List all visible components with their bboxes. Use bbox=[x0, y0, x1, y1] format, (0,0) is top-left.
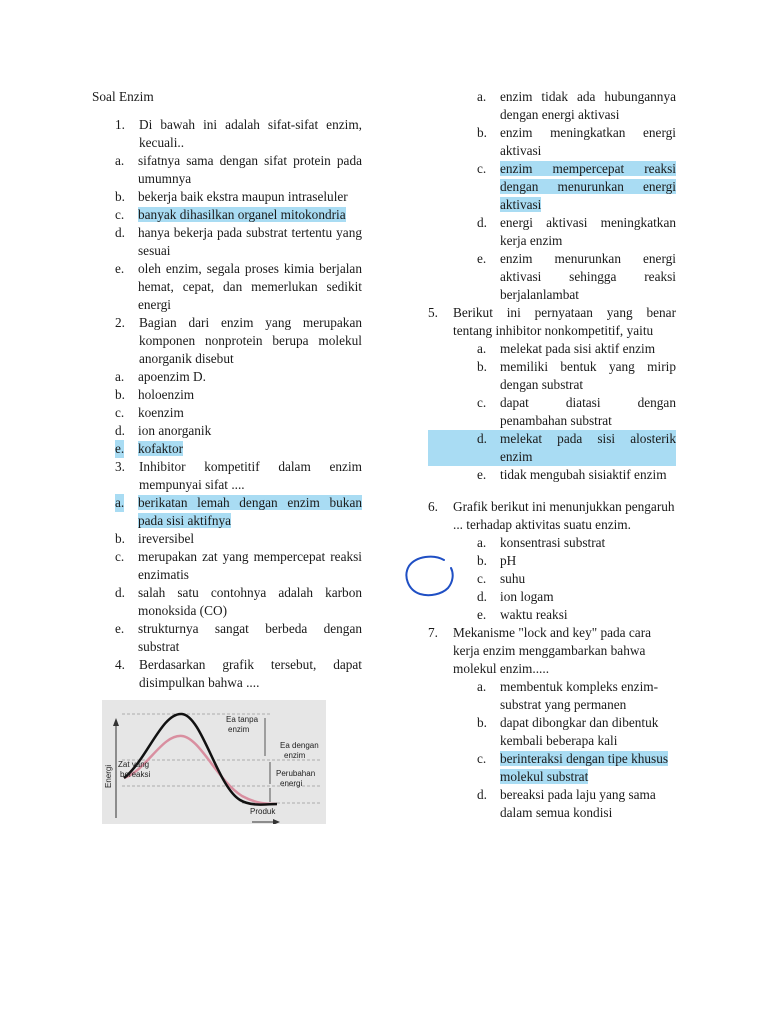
option-d[interactable] bbox=[428, 430, 676, 466]
option-letter: d. bbox=[477, 589, 487, 604]
option-text: enzim meningkatkan energi aktivasi bbox=[500, 125, 676, 158]
option-text: bekerja baik ekstra maupun intraseluler bbox=[138, 189, 348, 204]
option-text-highlighted: banyak dihasilkan organel mitokondria bbox=[138, 207, 346, 222]
option-letter: a. bbox=[115, 153, 125, 168]
option-letter: c. bbox=[477, 751, 487, 766]
question-number: 4. bbox=[115, 657, 125, 672]
option-letter: b. bbox=[477, 553, 487, 568]
option-letter: b. bbox=[477, 715, 487, 730]
question-text: Mekanisme "lock and key" pada cara kerja enzim menggambarkan bahwa molekul enzim..... bbox=[453, 625, 652, 676]
option-text: dapat diatasi dengan penambahan substrat bbox=[500, 395, 676, 428]
option-letter: a. bbox=[115, 495, 125, 510]
question-5 bbox=[428, 304, 676, 340]
label-perubahan: Perubahan bbox=[276, 769, 316, 778]
option-letter: c. bbox=[115, 207, 125, 222]
option-letter: b. bbox=[115, 531, 125, 546]
left-column bbox=[92, 88, 362, 824]
option-text: dapat dibongkar dan dibentuk kembali beberapa kali bbox=[500, 715, 659, 748]
question-number: 1. bbox=[115, 117, 125, 132]
option-letter: c. bbox=[477, 161, 487, 176]
option-text: memiliki bentuk yang mirip dengan substrat bbox=[500, 359, 676, 392]
option-text: ion logam bbox=[500, 589, 554, 604]
question-text: Grafik berikut ini menunjukkan pengaruh ... terhadap aktivitas suatu enzim. bbox=[453, 499, 675, 532]
option-letter: d. bbox=[115, 423, 125, 438]
option-a[interactable] bbox=[428, 340, 676, 358]
option-a[interactable] bbox=[428, 534, 676, 552]
option-letter: a. bbox=[477, 89, 487, 104]
option-text: hanya bekerja pada substrat tertentu yang sesuai bbox=[138, 225, 362, 258]
option-letter: d. bbox=[477, 431, 487, 446]
option-text: ion anorganik bbox=[138, 423, 212, 438]
ink-circle-mark bbox=[404, 554, 456, 598]
label-ea-dengan-2: enzim bbox=[284, 751, 306, 760]
option-b[interactable] bbox=[428, 124, 676, 160]
option-a[interactable] bbox=[92, 494, 362, 530]
label-ea-tanpa-2: enzim bbox=[228, 725, 250, 734]
option-e[interactable] bbox=[428, 606, 676, 624]
label-ea-dengan: Ea dengan bbox=[280, 741, 319, 750]
option-a[interactable] bbox=[92, 368, 362, 386]
option-letter: d. bbox=[477, 787, 487, 802]
question-1 bbox=[92, 116, 362, 152]
activation-energy-figure bbox=[102, 700, 326, 824]
label-ea-tanpa: Ea tanpa bbox=[226, 715, 259, 724]
option-text: tidak mengubah sisiaktif enzim bbox=[500, 467, 667, 482]
option-text: energi aktivasi meningkatkan kerja enzim bbox=[500, 215, 676, 248]
option-text-highlighted: enzim mempercepat reaksi dengan menurunkan energi aktivasi bbox=[500, 161, 676, 212]
option-letter: a. bbox=[115, 369, 125, 384]
option-letter: c. bbox=[477, 395, 487, 410]
option-letter: a. bbox=[477, 341, 487, 356]
option-text-highlighted: melekat pada sisi alosterik enzim bbox=[500, 431, 676, 464]
option-c[interactable] bbox=[92, 548, 362, 584]
option-text: suhu bbox=[500, 571, 526, 586]
option-text: pH bbox=[500, 553, 517, 568]
option-letter: c. bbox=[115, 549, 125, 564]
option-a[interactable] bbox=[92, 152, 362, 188]
option-letter: c. bbox=[477, 571, 487, 586]
option-d[interactable] bbox=[428, 588, 676, 606]
question-7 bbox=[428, 624, 676, 678]
label-zat-2: bereaksi bbox=[120, 770, 151, 779]
option-letter: c. bbox=[115, 405, 125, 420]
options-q1 bbox=[92, 152, 362, 314]
option-letter: a. bbox=[477, 679, 487, 694]
option-text: koenzim bbox=[138, 405, 184, 420]
option-letter: a. bbox=[477, 535, 487, 550]
option-letter: e. bbox=[477, 467, 487, 482]
question-6 bbox=[428, 498, 676, 534]
right-column bbox=[428, 88, 676, 822]
option-c[interactable] bbox=[92, 404, 362, 422]
option-text: enzim menurunkan energi aktivasi sehingga reaksi berjalanlambat bbox=[500, 251, 676, 302]
option-text: konsentrasi substrat bbox=[500, 535, 606, 550]
option-a[interactable] bbox=[428, 678, 676, 714]
option-text-highlighted: berinteraksi dengan tipe khusus molekul substrat bbox=[500, 751, 669, 784]
label-energi: Energi bbox=[104, 764, 113, 788]
options-q3 bbox=[92, 494, 362, 656]
question-number: 5. bbox=[428, 305, 438, 320]
question-6-block bbox=[428, 498, 676, 624]
options-q7 bbox=[428, 678, 676, 822]
option-text: enzim tidak ada hubungannya dengan energi aktivasi bbox=[500, 89, 676, 122]
option-text: holoenzim bbox=[138, 387, 195, 402]
question-text: Berikut ini pernyataan yang benar tentang inhibitor nonkompetitif, yaitu bbox=[453, 305, 676, 338]
option-d[interactable] bbox=[92, 224, 362, 260]
option-c[interactable] bbox=[428, 750, 676, 786]
spacer bbox=[428, 484, 676, 498]
option-text: apoenzim D. bbox=[138, 369, 206, 384]
option-letter: b. bbox=[477, 359, 487, 374]
option-c[interactable] bbox=[92, 206, 362, 224]
option-letter: d. bbox=[115, 585, 125, 600]
option-text: sifatnya sama dengan sifat protein pada umumnya bbox=[138, 153, 362, 186]
option-text: bereaksi pada laju yang sama dalam semua kondisi bbox=[500, 787, 656, 820]
question-2 bbox=[92, 314, 362, 368]
question-number: 6. bbox=[428, 499, 438, 514]
option-letter: b. bbox=[477, 125, 487, 140]
option-text: melekat pada sisi aktif enzim bbox=[500, 341, 656, 356]
option-d[interactable] bbox=[428, 786, 676, 822]
option-b[interactable] bbox=[428, 358, 676, 394]
ink-stroke bbox=[406, 557, 452, 596]
option-b[interactable] bbox=[92, 530, 362, 548]
option-a[interactable] bbox=[428, 88, 676, 124]
page-title: Soal Enzim bbox=[92, 89, 154, 104]
option-b[interactable] bbox=[92, 188, 362, 206]
question-text: Inhibitor kompetitif dalam enzim mempunyai sifat .... bbox=[139, 459, 362, 492]
option-text: ireversibel bbox=[138, 531, 195, 546]
option-e[interactable] bbox=[428, 250, 676, 304]
question-number: 2. bbox=[115, 315, 125, 330]
label-perubahan-2: energi bbox=[280, 779, 303, 788]
option-letter: b. bbox=[115, 189, 125, 204]
question-4 bbox=[92, 656, 362, 692]
option-text: strukturnya sangat berbeda dengan substrat bbox=[138, 621, 362, 654]
option-c[interactable] bbox=[428, 160, 676, 214]
option-e[interactable] bbox=[92, 620, 362, 656]
option-letter: d. bbox=[477, 215, 487, 230]
option-e[interactable] bbox=[92, 440, 362, 458]
option-text: merupakan zat yang mempercepat reaksi enzimatis bbox=[138, 549, 362, 582]
option-c[interactable] bbox=[428, 394, 676, 430]
question-text: Berdasarkan grafik tersebut, dapat disimpulkan bahwa .... bbox=[139, 657, 362, 690]
option-text: salah satu contohnya adalah karbon monoksida (CO) bbox=[138, 585, 362, 618]
option-d[interactable] bbox=[92, 422, 362, 440]
question-7-block bbox=[428, 624, 676, 822]
option-letter: b. bbox=[115, 387, 125, 402]
option-text-highlighted: kofaktor bbox=[138, 441, 184, 456]
options-q2 bbox=[92, 368, 362, 458]
option-text: membentuk kompleks enzim-substrat yang permanen bbox=[500, 679, 659, 712]
option-letter: e. bbox=[115, 441, 125, 456]
option-letter: e. bbox=[477, 251, 487, 266]
option-b[interactable] bbox=[428, 714, 676, 750]
option-letter: e. bbox=[115, 261, 125, 276]
option-e[interactable] bbox=[428, 466, 676, 484]
option-b[interactable] bbox=[92, 386, 362, 404]
option-letter: e. bbox=[115, 621, 125, 636]
label-zat: Zat yang bbox=[118, 760, 150, 769]
option-text-highlighted: berikatan lemah dengan enzim bukan pada sisi aktifnya bbox=[138, 495, 362, 528]
option-letter: d. bbox=[115, 225, 125, 240]
option-text: oleh enzim, segala proses kimia berjalan hemat, cepat, dan memerlukan sedikit energi bbox=[138, 261, 362, 312]
question-text: Bagian dari enzim yang merupakan komponen nonprotein berupa molekul anorganik disebut bbox=[139, 315, 362, 366]
options-q6 bbox=[428, 534, 676, 624]
options-q4 bbox=[428, 88, 676, 304]
question-text: Di bawah ini adalah sifat-sifat enzim, kecuali.. bbox=[139, 117, 362, 150]
label-produk: Produk bbox=[250, 807, 276, 816]
option-c[interactable] bbox=[428, 570, 676, 588]
option-d[interactable] bbox=[428, 214, 676, 250]
option-e[interactable] bbox=[92, 260, 362, 314]
option-d[interactable] bbox=[92, 584, 362, 620]
option-text: waktu reaksi bbox=[500, 607, 568, 622]
question-number: 3. bbox=[115, 459, 125, 474]
options-q5 bbox=[428, 340, 676, 484]
question-3 bbox=[92, 458, 362, 494]
option-b[interactable] bbox=[428, 552, 676, 570]
option-letter: e. bbox=[477, 607, 487, 622]
question-number: 7. bbox=[428, 625, 438, 640]
